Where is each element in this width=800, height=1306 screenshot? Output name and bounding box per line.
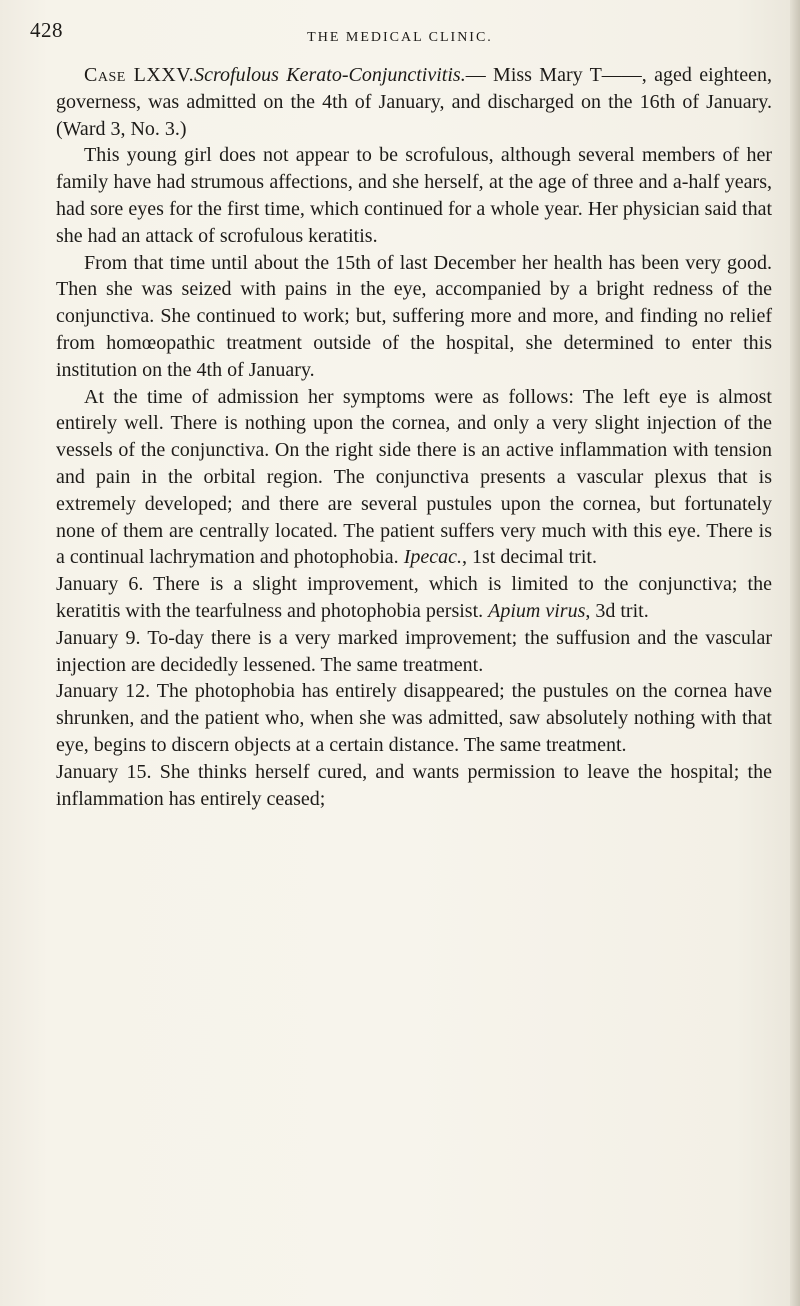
note-date: January 9. xyxy=(56,626,141,649)
paragraph-onset: From that time until about the 15th of last December her health has been very good. Then she was seized with pains in the eye, accompanied by a bright redness of the conjunctiva. She continued to work; but, suffering more and more, and finding no relief from homœopathic treatment outside of the hospital, she determined to enter this institution on the 4th of January. xyxy=(56,251,772,381)
remedy-dose: , 1st decimal trit. xyxy=(461,546,597,569)
progress-note xyxy=(56,678,772,758)
note-date: January 6. xyxy=(56,573,144,596)
case-title: Scrofulous Kerato-Conjunctivitis. xyxy=(194,64,466,86)
page-number: 428 xyxy=(30,18,63,42)
page-edge xyxy=(790,0,800,1306)
body-text xyxy=(56,62,772,812)
case-heading xyxy=(56,62,772,142)
note-text: She thinks herself cured, and wants permission to leave the hospital; the inflammation has entirely ceased; xyxy=(56,760,772,810)
case-intro: — Miss Mary T——, aged eighteen, governess, was admitted on the 4th of January, and discharged on the 16th of January. (Ward 3, No. 3.) xyxy=(56,64,772,140)
remedy-dose: , 3d trit. xyxy=(585,599,649,622)
paragraph-history: This young girl does not appear to be scrofulous, although several members of her family have had strumous affections, and she herself, at the age of three and a-half years, had sore eyes for the first time, which continued for a whole year. Her physician said that she had an attack of scrofulous keratitis. xyxy=(56,144,772,247)
admission-text: At the time of admission her symptoms were as follows: The left eye is almost entirely well. There is nothing upon the cornea, and only a very slight injection of the vessels of the conjunctiva. On the right side there is an active inflammation with tension and pain in the orbital region. The conjunctiva presents a vascular plexus that is extremely developed; and there are several pustules upon the cornea, but fortunately none of them are centrally located. The patient suffers very much with this eye. There is a continual lachrymation and photophobia. xyxy=(56,385,772,569)
note-text: There is a slight improvement, which is limited to the conjunctiva; the keratitis with the tearfulness and photophobia persist. xyxy=(56,573,772,622)
note-text: The photophobia has entirely disappeared; the pustules on the cornea have shrunken, and the patient who, when she was admitted, saw absolutely nothing with that eye, begins to discern objects at a certain distance. The same treatment. xyxy=(56,680,773,756)
progress-note xyxy=(56,571,772,625)
note-date: January 15. xyxy=(56,760,152,783)
paragraph-admission xyxy=(56,384,772,572)
note-date: January 12. xyxy=(56,680,151,703)
note-text: To-day there is a very marked improvement; the suffusion and the vascular injection are decidedly lessened. The same treatment. xyxy=(56,626,772,676)
running-title: THE MEDICAL CLINIC. xyxy=(307,30,493,45)
case-label: Case LXXV. xyxy=(84,64,195,86)
remedy-name: Ipecac. xyxy=(403,546,462,569)
progress-note xyxy=(56,759,772,813)
remedy-name: Apium virus xyxy=(488,599,586,622)
progress-note xyxy=(56,625,772,679)
